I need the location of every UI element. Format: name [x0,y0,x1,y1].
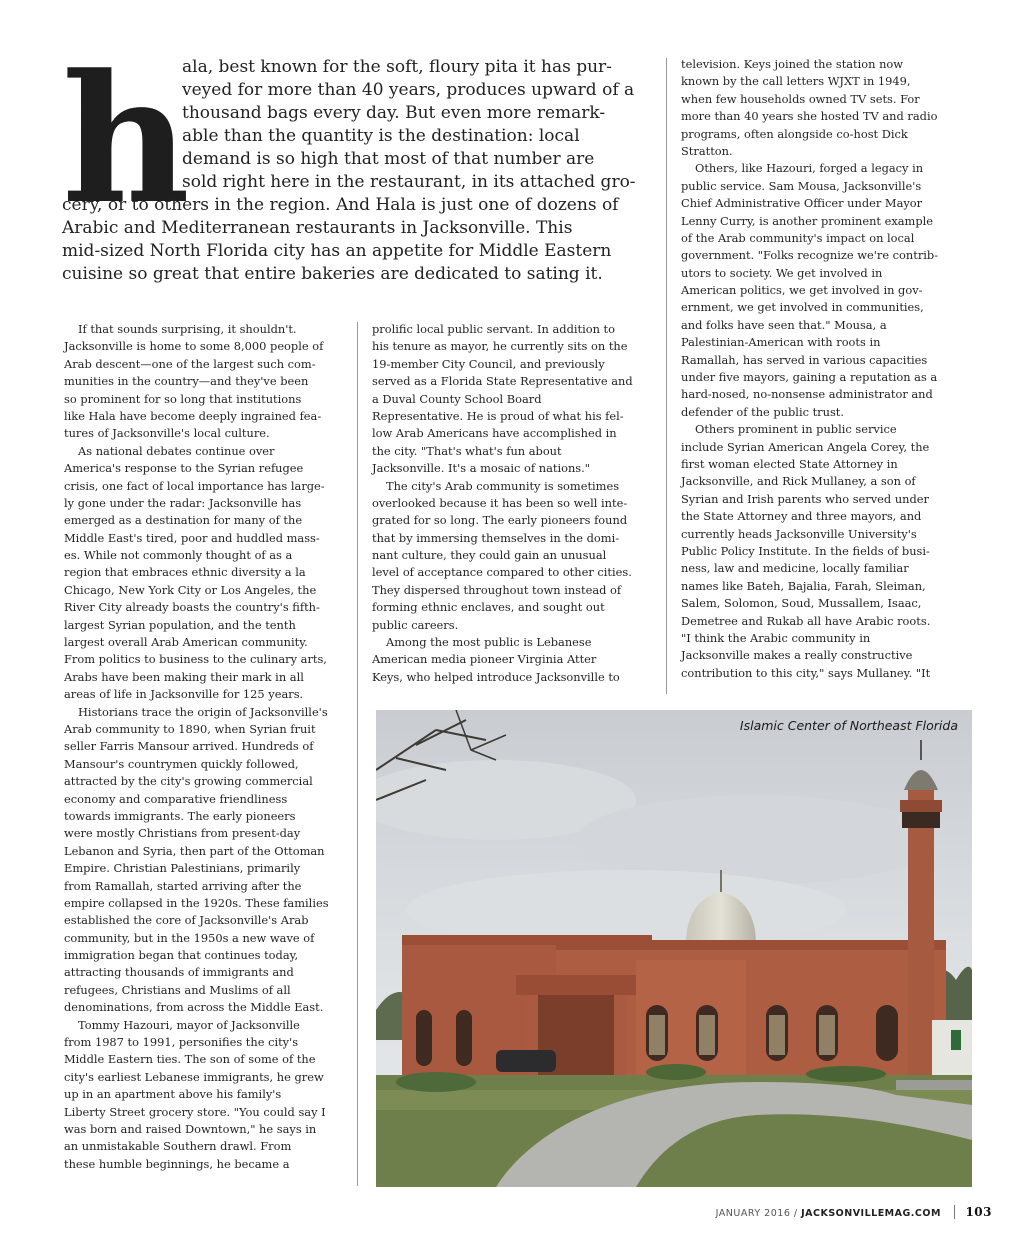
text-line: from Ramallah, started arriving after the [64,878,302,893]
text-line: empire collapsed in the 1920s. These families [64,895,329,910]
text-line: public service. Sam Mousa, Jacksonville's [681,178,922,193]
text-line: Lenny Curry, is another prominent example [681,213,934,228]
text-line: Palestinian-American with roots in [681,335,881,350]
intro-paragraph [62,36,654,288]
text-line: Arab descent—one of the largest such com- [64,356,316,371]
text-line: attracted by the city's growing commercial [64,774,313,789]
text-line: Chicago, New York City or Los Angeles, the [64,582,317,597]
text-line: his tenure as mayor, he currently sits on the [372,339,628,354]
text-line: As national debates continue over [78,443,275,458]
intro-line: cuisine so great that entire bakeries are dedicated to sating it. [62,264,603,284]
text-line: Arabs have been making their mark in all [64,669,304,684]
text-line: Jacksonville is home to some 8,000 people of [64,339,324,354]
text-line: grated for so long. The early pioneers found [372,513,628,528]
text-line: Tommy Hazouri, mayor of Jacksonville [78,1017,300,1032]
text-line: nant culture, they could gain an unusual [372,548,607,563]
text-line: level of acceptance compared to other cities. [372,565,632,580]
text-line: when few households owned TV sets. For [681,91,920,106]
text-line: The city's Arab community is sometimes [386,478,620,493]
text-line: Arab community to 1890, when Syrian fruit [64,721,316,736]
intro-line: sold right here in the restaurant, in its attached gro- [182,172,636,192]
text-line: hard-nosed, no-nonsense administrator and [681,387,933,402]
text-line: Stratton. [681,143,733,158]
intro-line: ala, best known for the soft, floury pita it has pur- [182,57,612,77]
text-line: 19-member City Council, and previously [372,356,605,371]
text-line: Lebanon and Syria, then part of the Ottoman [64,843,325,858]
text-line: community, but in the 1950s a new wave of [64,930,315,945]
text-line: From politics to business to the culinary arts, [64,652,327,667]
text-line: public careers. [372,617,459,632]
text-line: munities in the country—and they've been [64,374,309,389]
text-line: Liberty Street grocery store. "You could say I [64,1104,326,1119]
text-line: If that sounds surprising, it shouldn't. [78,322,297,336]
text-line: include Syrian American Angela Corey, the [681,439,930,454]
text-line: economy and comparative friendliness [64,791,288,806]
text-line: that by immersing themselves in the domi- [372,530,620,545]
page-number: 103 [954,1205,992,1219]
text-line: Historians trace the origin of Jacksonville's [78,704,328,719]
text-line: Middle Eastern ties. The son of some of the [64,1052,316,1067]
text-line: Keys, who helped introduce Jacksonville to [372,669,620,684]
text-line: Representative. He is proud of what his fel- [372,408,624,423]
text-line: names like Bateh, Bajalia, Farah, Sleiman, [681,578,926,593]
text-line: They dispersed throughout town instead of [372,582,622,597]
text-line: Others prominent in public service [695,422,897,437]
intro-line: thousand bags every day. But even more remark- [182,103,606,123]
text-line: was born and raised Downtown," he says in [64,1121,317,1136]
text-line: emerged as a destination for many of the [64,513,303,528]
intro-line: veyed for more than 40 years, produces upward of a [182,80,635,100]
text-line: Demetree and Rukab all have Arabic roots. [681,613,931,628]
text-line: attracting thousands of immigrants and [64,965,294,980]
issue-date: JANUARY 2016 / [715,1208,798,1219]
text-line: region that embraces ethnic diversity a la [64,565,306,580]
body-column-3 [681,56,973,682]
text-line: ly gone under the radar: Jacksonville has [64,495,302,510]
text-line: currently heads Jacksonville University's [681,526,917,541]
text-line: River City already boasts the country's fifth- [64,600,320,615]
text-line: denominations, from across the Middle East. [64,1000,324,1015]
text-line: American media pioneer Virginia Atter [372,652,597,667]
text-line: overlooked because it has been so well inte- [372,495,628,510]
text-line: "I think the Arabic community in [681,630,871,645]
text-line: Jacksonville. It's a mosaic of nations." [372,461,590,476]
column-divider [357,322,358,1186]
text-line: of the Arab community's impact on local [681,230,915,245]
text-line: towards immigrants. The early pioneers [64,808,296,823]
text-line: largest overall Arab American community. [64,635,308,650]
text-line: American politics, we get involved in gov- [681,283,923,298]
intro-line: mid-sized North Florida city has an appetite for Middle Eastern [62,241,612,261]
text-line: so prominent for so long that institutions [64,391,302,406]
page-footer [640,1205,992,1219]
text-line: Public Policy Institute. In the fields of busi- [681,543,930,558]
drop-cap: h [62,36,190,243]
text-line: America's response to the Syrian refugee [64,461,304,476]
text-line: Jacksonville, and Rick Mullaney, a son of [681,474,916,489]
text-line: Salem, Solomon, Soud, Mussallem, Isaac, [681,596,922,611]
text-line: immigration began that continues today, [64,948,299,963]
text-line: Syrian and Irish parents who served under [681,491,929,506]
text-line: like Hala have become deeply ingrained fea- [64,408,322,423]
text-line: contribution to this city," says Mullaney. "It [681,665,931,680]
mosque-illustration [376,710,972,1187]
intro-line: Arabic and Mediterranean restaurants in Jacksonville. This [62,218,573,238]
photo-caption: Islamic Center of Northeast Florida [739,718,958,733]
text-line: known by the call letters WJXT in 1949, [681,74,911,89]
text-line: Middle East's tired, poor and huddled mass- [64,530,320,545]
text-line: these humble beginnings, he became a [64,1156,290,1171]
text-line: Mansour's countrymen quickly followed, [64,756,299,771]
text-line: forming ethnic enclaves, and sought out [372,600,605,615]
column-divider [666,58,667,694]
text-line: Among the most public is Lebanese [386,635,592,650]
text-line: tures of Jacksonville's local culture. [64,426,270,441]
text-line: utors to society. We get involved in [681,265,883,280]
text-line: prolific local public servant. In addition to [372,322,615,336]
text-line: Others, like Hazouri, forged a legacy in [695,161,924,176]
text-line: served as a Florida State Representative and [372,374,633,389]
text-line: established the core of Jacksonville's Arab [64,913,309,928]
text-line: television. Keys joined the station now [681,57,904,71]
text-line: Chief Administrative Officer under Mayor [681,196,923,211]
intro-line: demand is so high that most of that number are [182,149,595,169]
text-line: Empire. Christian Palestinians, primarily [64,861,301,876]
text-line: seller Farris Mansour arrived. Hundreds of [64,739,314,754]
text-line: a Duval County School Board [372,391,542,406]
text-line: ernment, we get involved in communities, [681,300,924,315]
text-line: an unmistakable Southern drawl. From [64,1139,292,1154]
text-line: ness, law and medicine, locally familiar [681,561,909,576]
text-line: government. "Folks recognize we're contrib- [681,248,939,263]
text-line: largest Syrian population, and the tenth [64,617,296,632]
body-column-2 [372,321,654,686]
text-line: refugees, Christians and Muslims of all [64,982,291,997]
body-column-1 [64,321,346,1173]
text-line: city's earliest Lebanese immigrants, he grew [64,1069,324,1084]
text-line: Ramallah, has served in various capacities [681,352,928,367]
text-line: programs, often alongside co-host Dick [681,126,908,141]
text-line: es. While not commonly thought of as a [64,548,293,563]
text-line: more than 40 years she hosted TV and radio [681,109,938,124]
text-line: low Arab Americans have accomplished in [372,426,617,441]
text-line: the city. "That's what's fun about [372,443,562,458]
mosque-photo [376,710,972,1187]
intro-line: cery, or to others in the region. And Hala is just one of dozens of [62,195,619,215]
intro-line: able than the quantity is the destination: local [182,126,580,146]
text-line: areas of life in Jacksonville for 125 years. [64,687,304,702]
text-line: were mostly Christians from present-day [64,826,301,841]
text-line: from 1987 to 1991, personifies the city's [64,1035,299,1050]
text-line: under five mayors, gaining a reputation as a [681,370,938,385]
site-url: JACKSONVILLEMAG.COM [801,1208,941,1219]
text-line: Jacksonville makes a really constructive [681,648,913,663]
text-line: the State Attorney and three mayors, and [681,509,922,524]
text-line: crisis, one fact of local importance has large- [64,478,325,493]
text-line: and folks have seen that." Mousa, a [681,317,887,332]
text-line: up in an apartment above his family's [64,1087,282,1102]
text-line: first woman elected State Attorney in [681,456,898,471]
text-line: defender of the public trust. [681,404,845,419]
